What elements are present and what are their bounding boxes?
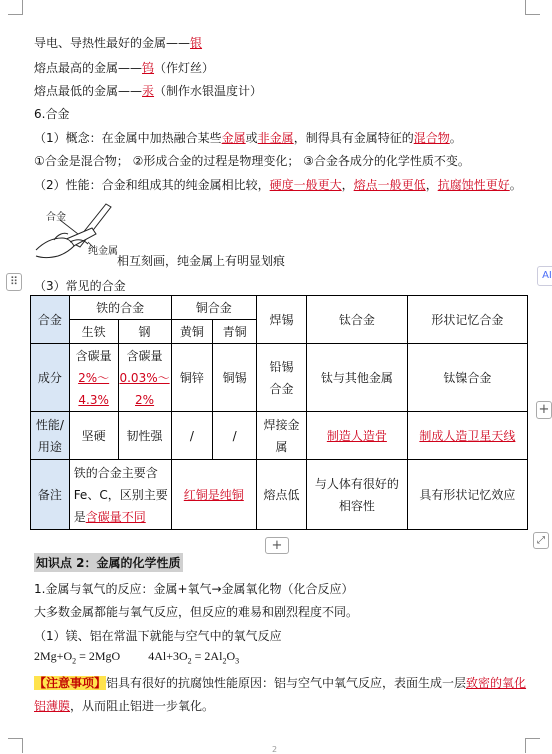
add-column-button[interactable]: +: [536, 401, 552, 419]
table-header-shape-memory-alloy: 形状记忆合金: [407, 296, 527, 344]
cell-titanium-remarks: [306, 460, 407, 530]
text: 焊接金: [263, 417, 300, 432]
equation-al: 4Al+3O: [148, 649, 188, 663]
text: 熔点最高的金属——: [34, 61, 143, 75]
figure-label-pure-metal: 纯金属: [88, 246, 118, 257]
table-header-bronze: 青铜: [213, 320, 257, 344]
cell-solder-remarks: 熔点低: [257, 460, 307, 530]
text-line-most-metals: 大多数金属都能与氧气反应，但反应的难易和剧烈程度不同。: [34, 605, 359, 619]
corner-mark-top-right: [525, 0, 540, 15]
equation-mg-product: = 2MgO: [76, 649, 121, 663]
answer: 抗腐蚀性更好: [437, 178, 510, 192]
heading-common-alloys: （3）常见的合金: [34, 279, 126, 293]
answer: 4.3%: [78, 392, 109, 407]
answer-silver: 银: [190, 36, 203, 50]
cell-pig-iron-use: 坚硬: [69, 412, 118, 460]
text-line-mg-al: （1）镁、铝在常温下就能与空气中的氧气反应: [34, 629, 282, 643]
figure-caption: 相互刻画，纯金属上有明显划痕: [117, 254, 286, 268]
note-line-1: [34, 674, 526, 691]
table-header-pig-iron: 生铁: [69, 320, 118, 344]
add-row-button[interactable]: +: [265, 537, 289, 554]
expand-table-button[interactable]: ⤢: [533, 532, 549, 549]
corner-mark-bottom-right: [525, 738, 540, 753]
text: ，: [425, 178, 438, 192]
text: 熔点最低的金属——: [34, 84, 143, 98]
answer: 致密的氧化: [466, 676, 527, 690]
equation-mg: 2Mg+O: [34, 649, 73, 663]
cell-sma-remarks: 具有形状记忆效应: [407, 460, 527, 530]
text: ，制得具有金属特征的: [293, 131, 414, 145]
answer: 铝薄膜: [34, 699, 71, 713]
cell-iron-remarks: [69, 460, 171, 530]
subscript: 3: [235, 656, 240, 666]
text: 导电、导热性最好的金属——: [34, 36, 191, 50]
text-line-mercury: [34, 82, 262, 99]
text: 含碳量: [126, 348, 163, 363]
text: 铝具有很好的抗腐蚀性能原因：铝与空气中氧气反应，表面生成一层: [106, 676, 467, 690]
chemical-equations: [34, 649, 239, 665]
text-line-tungsten: [34, 59, 214, 76]
text: 含碳量: [75, 348, 112, 363]
text: 铅锡: [269, 359, 294, 374]
cell-sma-use: [407, 412, 527, 460]
alloy-table: [30, 295, 528, 530]
text-line-points: ①合金是混合物； ②形成合金的过程是物理变化； ③合金各成分的化学性质不变。: [34, 154, 470, 168]
cell-titanium-composition: 钛与其他金属: [306, 344, 407, 412]
cell-brass-composition: 铜锌: [171, 344, 213, 412]
text: 。: [509, 178, 522, 192]
text-line-silver: [34, 34, 202, 51]
page-number: 2: [272, 745, 278, 754]
text: 。: [449, 131, 462, 145]
equation-al-product: = 2Al: [191, 649, 223, 663]
note-line-2: [34, 697, 214, 714]
text: 用途: [37, 439, 62, 454]
answer: 金属: [221, 131, 246, 145]
answer: 红铜是纯铜: [183, 487, 244, 502]
answer: 含碳量不同: [85, 509, 146, 524]
drag-handle-button[interactable]: ⠿: [6, 273, 22, 291]
answer: 0.03%～: [119, 370, 170, 385]
answer-tungsten: 钨: [142, 61, 155, 75]
cell-steel-composition: [118, 344, 171, 412]
cell-solder-composition: [257, 344, 307, 412]
corner-mark-bottom-left: [8, 738, 23, 753]
table-header-copper-alloy: 铜合金: [171, 296, 257, 320]
answer-mercury: 汞: [142, 84, 155, 98]
text: 性能/: [35, 417, 64, 432]
cell-titanium-use: [306, 412, 407, 460]
text: ，从而阻止铝进一步氧化。: [70, 699, 215, 713]
text-line-concept: [34, 129, 462, 146]
note-tag: 【注意事项】: [34, 676, 107, 690]
row-header-remarks: 备注: [31, 460, 70, 530]
text: ，: [341, 178, 354, 192]
text: （1）概念：在金属中加热融合某些: [34, 131, 222, 145]
scratch-illustration: [34, 198, 120, 260]
text: （制作水银温度计）: [154, 84, 263, 98]
row-header-composition: 成分: [31, 344, 70, 412]
subscript: 2: [222, 656, 227, 666]
answer: 硬度一般更大: [269, 178, 342, 192]
text: 铁的合金主要含: [73, 465, 158, 480]
row-header-use: [31, 412, 70, 460]
answer: 熔点一般更低: [353, 178, 426, 192]
answer: 制造人造骨: [326, 428, 387, 443]
figure-label-alloy: 合金: [46, 212, 66, 223]
text: 是: [73, 509, 86, 524]
text-line-oxygen-reaction: 1.金属与氧气的反应：金属+氧气→金属氧化物（化合反应）: [34, 582, 354, 596]
table-header-solder: 焊锡: [257, 296, 307, 344]
cell-copper-remarks: [171, 460, 257, 530]
ai-assistant-button[interactable]: AI: [537, 266, 552, 286]
answer: 制成人造卫星天线: [419, 428, 516, 443]
heading-alloy: 6.合金: [34, 107, 70, 121]
text-line-properties: [34, 176, 522, 193]
subscript: 2: [72, 656, 77, 666]
table-header-iron-alloy: 铁的合金: [69, 296, 171, 320]
cell-pig-iron-composition: [69, 344, 118, 412]
table-header-alloy: 合金: [31, 296, 70, 344]
table-header-titanium-alloy: 钛合金: [306, 296, 407, 344]
cell-brass-use: /: [171, 412, 213, 460]
text: O: [226, 649, 236, 663]
table-header-brass: 黄铜: [171, 320, 213, 344]
cell-sma-composition: 钛镍合金: [407, 344, 527, 412]
table-header-steel: 钢: [118, 320, 171, 344]
answer: 2%: [135, 392, 155, 407]
answer: 2%～: [78, 370, 110, 385]
answer: 混合物: [413, 131, 450, 145]
subscript: 2: [187, 656, 192, 666]
corner-mark-top-left: [8, 0, 23, 15]
cell-bronze-use: /: [213, 412, 257, 460]
text: Fe、C，区别主要: [73, 487, 168, 502]
cell-steel-use: 韧性强: [118, 412, 171, 460]
cell-solder-use: [257, 412, 307, 460]
text: 合金: [269, 381, 294, 396]
cell-bronze-composition: 铜锡: [213, 344, 257, 412]
text: （2）性能：合金和组成其的纯金属相比较，: [34, 178, 270, 192]
knowledge-point-title: 知识点 2：金属的化学性质: [34, 553, 183, 572]
text: 或: [245, 131, 258, 145]
text: 属: [275, 439, 288, 454]
answer: 非金属: [257, 131, 294, 145]
text: 相容性: [338, 498, 375, 513]
text: 与人体有很好的: [314, 476, 399, 491]
text: （作灯丝）: [154, 61, 215, 75]
